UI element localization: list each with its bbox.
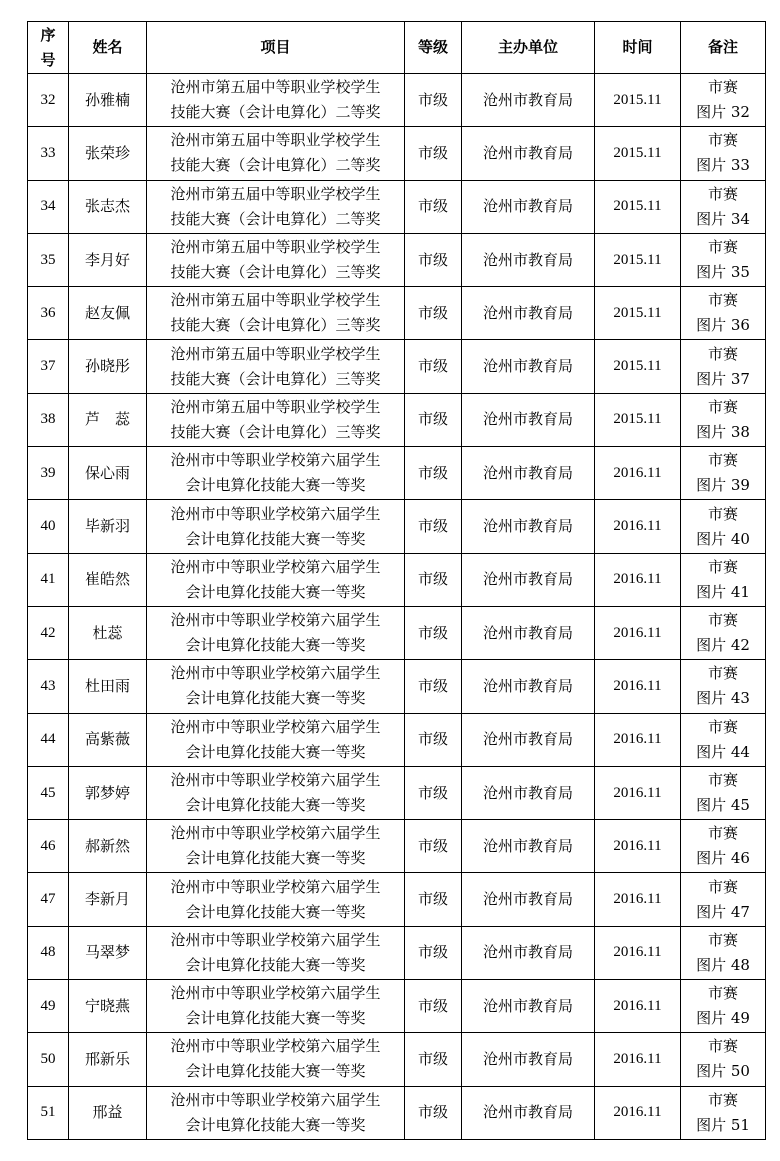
remark-line1: 市赛 xyxy=(707,664,738,683)
cell-remark xyxy=(681,74,766,127)
cell-name: 邢益 xyxy=(69,1086,147,1139)
remark-line1: 市赛 xyxy=(707,717,738,736)
cell-time: 2015.11 xyxy=(595,180,681,233)
cell-organizer: 沧州市教育局 xyxy=(462,713,595,766)
header-seq-line2: 号 xyxy=(40,50,56,69)
cell-remark xyxy=(681,233,766,286)
remark-line1: 市赛 xyxy=(707,930,738,949)
remark-line2: 图片 48 xyxy=(696,955,750,974)
remark-line2: 图片 37 xyxy=(696,369,750,388)
cell-project xyxy=(147,233,405,286)
cell-remark xyxy=(681,980,766,1033)
cell-time: 2016.11 xyxy=(595,820,681,873)
cell-seq: 44 xyxy=(28,713,69,766)
table-row xyxy=(28,74,766,127)
cell-remark xyxy=(681,127,766,180)
remark-line2: 图片 41 xyxy=(696,582,750,601)
table-row xyxy=(28,287,766,340)
remark-line2: 图片 40 xyxy=(696,529,750,548)
cell-organizer: 沧州市教育局 xyxy=(462,74,595,127)
remark-line2: 图片 49 xyxy=(696,1009,750,1028)
remark-line1: 市赛 xyxy=(707,344,738,363)
cell-level: 市级 xyxy=(405,766,462,819)
cell-project xyxy=(147,74,405,127)
project-line2: 会计电算化技能大赛一等奖 xyxy=(185,476,366,495)
table-row xyxy=(28,766,766,819)
cell-seq: 34 xyxy=(28,180,69,233)
cell-level: 市级 xyxy=(405,553,462,606)
cell-project xyxy=(147,660,405,713)
remark-line2: 图片 33 xyxy=(696,156,750,175)
cell-level: 市级 xyxy=(405,1086,462,1139)
project-line1: 沧州市中等职业学校第六届学生 xyxy=(170,1037,381,1056)
cell-organizer: 沧州市教育局 xyxy=(462,127,595,180)
cell-remark xyxy=(681,873,766,926)
cell-name: 杜蕊 xyxy=(69,606,147,659)
cell-level: 市级 xyxy=(405,660,462,713)
project-line1: 沧州市中等职业学校第六届学生 xyxy=(170,1090,381,1109)
cell-level: 市级 xyxy=(405,980,462,1033)
cell-remark xyxy=(681,340,766,393)
table-row xyxy=(28,1086,766,1139)
cell-seq: 32 xyxy=(28,74,69,127)
remark-line2: 图片 51 xyxy=(696,1115,750,1134)
remark-line2: 图片 42 xyxy=(696,636,750,655)
remark-line2: 图片 45 xyxy=(696,796,750,814)
project-line2: 会计电算化技能大赛一等奖 xyxy=(185,849,366,868)
project-line1: 沧州市第五届中等职业学校学生 xyxy=(170,344,381,363)
table-row xyxy=(28,713,766,766)
cell-project xyxy=(147,553,405,606)
cell-time: 2015.11 xyxy=(595,233,681,286)
cell-organizer: 沧州市教育局 xyxy=(462,553,595,606)
remark-line2: 图片 47 xyxy=(696,902,750,921)
project-line1: 沧州市第五届中等职业学校学生 xyxy=(170,397,381,416)
table-body xyxy=(28,74,766,1140)
header-level: 等级 xyxy=(405,22,462,74)
remark-line1: 市赛 xyxy=(707,877,738,896)
cell-seq: 41 xyxy=(28,553,69,606)
cell-time: 2015.11 xyxy=(595,127,681,180)
cell-project xyxy=(147,713,405,766)
cell-seq: 33 xyxy=(28,127,69,180)
project-line1: 沧州市中等职业学校第六届学生 xyxy=(170,930,381,949)
remark-line1: 市赛 xyxy=(707,397,738,416)
remark-line1: 市赛 xyxy=(707,504,738,523)
cell-name: 郝新然 xyxy=(69,820,147,873)
remark-line2: 图片 38 xyxy=(696,422,750,441)
cell-name: 张志杰 xyxy=(69,180,147,233)
cell-time: 2016.11 xyxy=(595,447,681,500)
table-row xyxy=(28,1033,766,1086)
table-row xyxy=(28,820,766,873)
cell-project xyxy=(147,180,405,233)
cell-project xyxy=(147,340,405,393)
table-row xyxy=(28,660,766,713)
cell-level: 市级 xyxy=(405,500,462,553)
cell-level: 市级 xyxy=(405,127,462,180)
cell-time: 2016.11 xyxy=(595,553,681,606)
cell-time: 2016.11 xyxy=(595,873,681,926)
cell-organizer: 沧州市教育局 xyxy=(462,500,595,553)
remark-line1: 市赛 xyxy=(707,984,738,1003)
cell-remark xyxy=(681,766,766,819)
cell-time: 2016.11 xyxy=(595,1086,681,1139)
project-line2: 会计电算化技能大赛一等奖 xyxy=(185,1062,366,1081)
cell-time: 2016.11 xyxy=(595,926,681,979)
remark-line1: 市赛 xyxy=(707,78,738,97)
cell-time: 2015.11 xyxy=(595,393,681,446)
cell-name: 芦 蕊 xyxy=(69,393,147,446)
cell-level: 市级 xyxy=(405,287,462,340)
cell-name: 毕新羽 xyxy=(69,500,147,553)
cell-name: 保心雨 xyxy=(69,447,147,500)
project-line2: 技能大赛（会计电算化）三等奖 xyxy=(170,316,381,335)
cell-time: 2015.11 xyxy=(595,74,681,127)
cell-project xyxy=(147,1086,405,1139)
cell-remark xyxy=(681,713,766,766)
table-row xyxy=(28,500,766,553)
cell-seq: 51 xyxy=(28,1086,69,1139)
cell-organizer: 沧州市教育局 xyxy=(462,393,595,446)
cell-name: 李月好 xyxy=(69,233,147,286)
cell-time: 2016.11 xyxy=(595,980,681,1033)
project-line2: 技能大赛（会计电算化）二等奖 xyxy=(170,209,381,228)
project-line2: 技能大赛（会计电算化）二等奖 xyxy=(170,103,381,122)
remark-line1: 市赛 xyxy=(707,291,738,310)
header-seq-line1: 序 xyxy=(40,25,56,44)
cell-organizer: 沧州市教育局 xyxy=(462,820,595,873)
remark-line2: 图片 36 xyxy=(696,316,750,335)
cell-name: 邢新乐 xyxy=(69,1033,147,1086)
cell-remark xyxy=(681,393,766,446)
awards-table xyxy=(27,21,766,1140)
cell-remark xyxy=(681,1086,766,1139)
cell-name: 赵友佩 xyxy=(69,287,147,340)
project-line2: 会计电算化技能大赛一等奖 xyxy=(185,529,366,548)
cell-time: 2016.11 xyxy=(595,713,681,766)
project-line1: 沧州市中等职业学校第六届学生 xyxy=(170,557,381,576)
cell-name: 郭梦婷 xyxy=(69,766,147,819)
remark-line1: 市赛 xyxy=(707,771,738,789)
remark-line1: 市赛 xyxy=(707,557,738,576)
project-line2: 会计电算化技能大赛一等奖 xyxy=(185,796,366,814)
remark-line1: 市赛 xyxy=(707,451,738,470)
remark-line2: 图片 34 xyxy=(696,209,750,228)
project-line2: 会计电算化技能大赛一等奖 xyxy=(185,636,366,655)
cell-seq: 42 xyxy=(28,606,69,659)
cell-project xyxy=(147,766,405,819)
cell-name: 孙晓彤 xyxy=(69,340,147,393)
header-project: 项目 xyxy=(147,22,405,74)
header-organizer: 主办单位 xyxy=(462,22,595,74)
cell-seq: 38 xyxy=(28,393,69,446)
cell-seq: 47 xyxy=(28,873,69,926)
cell-seq: 40 xyxy=(28,500,69,553)
cell-remark xyxy=(681,820,766,873)
remark-line2: 图片 46 xyxy=(696,849,750,868)
cell-name: 杜田雨 xyxy=(69,660,147,713)
cell-organizer: 沧州市教育局 xyxy=(462,926,595,979)
cell-project xyxy=(147,926,405,979)
remark-line2: 图片 39 xyxy=(696,476,750,495)
cell-project xyxy=(147,820,405,873)
cell-level: 市级 xyxy=(405,340,462,393)
remark-line1: 市赛 xyxy=(707,1090,738,1109)
cell-remark xyxy=(681,553,766,606)
remark-line1: 市赛 xyxy=(707,238,738,257)
cell-seq: 39 xyxy=(28,447,69,500)
cell-project xyxy=(147,127,405,180)
cell-level: 市级 xyxy=(405,393,462,446)
cell-name: 崔皓然 xyxy=(69,553,147,606)
project-line2: 会计电算化技能大赛一等奖 xyxy=(185,582,366,601)
project-line1: 沧州市第五届中等职业学校学生 xyxy=(170,78,381,97)
cell-name: 宁晓燕 xyxy=(69,980,147,1033)
cell-seq: 36 xyxy=(28,287,69,340)
cell-name: 马翠梦 xyxy=(69,926,147,979)
table-row xyxy=(28,926,766,979)
cell-organizer: 沧州市教育局 xyxy=(462,1086,595,1139)
cell-organizer: 沧州市教育局 xyxy=(462,1033,595,1086)
cell-project xyxy=(147,287,405,340)
table-row xyxy=(28,233,766,286)
project-line1: 沧州市中等职业学校第六届学生 xyxy=(170,771,381,789)
cell-level: 市级 xyxy=(405,74,462,127)
cell-remark xyxy=(681,1033,766,1086)
cell-project xyxy=(147,500,405,553)
remark-line2: 图片 50 xyxy=(696,1062,750,1081)
cell-organizer: 沧州市教育局 xyxy=(462,873,595,926)
remark-line1: 市赛 xyxy=(707,824,738,843)
project-line2: 会计电算化技能大赛一等奖 xyxy=(185,955,366,974)
header-remark: 备注 xyxy=(681,22,766,74)
table-row xyxy=(28,447,766,500)
cell-seq: 37 xyxy=(28,340,69,393)
cell-level: 市级 xyxy=(405,713,462,766)
cell-organizer: 沧州市教育局 xyxy=(462,606,595,659)
cell-project xyxy=(147,873,405,926)
table-row xyxy=(28,180,766,233)
project-line2: 会计电算化技能大赛一等奖 xyxy=(185,1115,366,1134)
cell-organizer: 沧州市教育局 xyxy=(462,660,595,713)
cell-organizer: 沧州市教育局 xyxy=(462,180,595,233)
cell-seq: 46 xyxy=(28,820,69,873)
cell-time: 2016.11 xyxy=(595,660,681,713)
cell-name: 孙雅楠 xyxy=(69,74,147,127)
cell-name: 张荣珍 xyxy=(69,127,147,180)
cell-time: 2016.11 xyxy=(595,606,681,659)
cell-organizer: 沧州市教育局 xyxy=(462,287,595,340)
cell-organizer: 沧州市教育局 xyxy=(462,447,595,500)
remark-line2: 图片 35 xyxy=(696,263,750,282)
remark-line2: 图片 43 xyxy=(696,689,750,708)
project-line1: 沧州市中等职业学校第六届学生 xyxy=(170,504,381,523)
remark-line1: 市赛 xyxy=(707,131,738,150)
project-line2: 会计电算化技能大赛一等奖 xyxy=(185,689,366,708)
cell-seq: 48 xyxy=(28,926,69,979)
header-name: 姓名 xyxy=(69,22,147,74)
cell-remark xyxy=(681,926,766,979)
table-row xyxy=(28,393,766,446)
table-header xyxy=(28,22,766,74)
project-line1: 沧州市中等职业学校第六届学生 xyxy=(170,611,381,630)
cell-organizer: 沧州市教育局 xyxy=(462,233,595,286)
cell-name: 高紫薇 xyxy=(69,713,147,766)
cell-level: 市级 xyxy=(405,873,462,926)
cell-seq: 49 xyxy=(28,980,69,1033)
header-time: 时间 xyxy=(595,22,681,74)
cell-remark xyxy=(681,447,766,500)
project-line1: 沧州市第五届中等职业学校学生 xyxy=(170,184,381,203)
cell-organizer: 沧州市教育局 xyxy=(462,980,595,1033)
table-row xyxy=(28,873,766,926)
cell-remark xyxy=(681,606,766,659)
cell-remark xyxy=(681,500,766,553)
cell-organizer: 沧州市教育局 xyxy=(462,766,595,819)
project-line1: 沧州市中等职业学校第六届学生 xyxy=(170,877,381,896)
cell-time: 2016.11 xyxy=(595,1033,681,1086)
cell-remark xyxy=(681,660,766,713)
remark-line1: 市赛 xyxy=(707,611,738,630)
project-line2: 技能大赛（会计电算化）二等奖 xyxy=(170,156,381,175)
project-line1: 沧州市中等职业学校第六届学生 xyxy=(170,717,381,736)
cell-time: 2015.11 xyxy=(595,340,681,393)
table-row xyxy=(28,127,766,180)
project-line1: 沧州市中等职业学校第六届学生 xyxy=(170,984,381,1003)
project-line1: 沧州市第五届中等职业学校学生 xyxy=(170,291,381,310)
cell-level: 市级 xyxy=(405,1033,462,1086)
header-row xyxy=(28,22,766,74)
table-row xyxy=(28,340,766,393)
cell-time: 2016.11 xyxy=(595,766,681,819)
project-line2: 技能大赛（会计电算化）三等奖 xyxy=(170,422,381,441)
cell-project xyxy=(147,606,405,659)
project-line1: 沧州市第五届中等职业学校学生 xyxy=(170,131,381,150)
cell-name: 李新月 xyxy=(69,873,147,926)
project-line2: 技能大赛（会计电算化）三等奖 xyxy=(170,369,381,388)
table-row xyxy=(28,553,766,606)
table-row xyxy=(28,606,766,659)
cell-level: 市级 xyxy=(405,606,462,659)
cell-project xyxy=(147,1033,405,1086)
cell-level: 市级 xyxy=(405,447,462,500)
project-line1: 沧州市中等职业学校第六届学生 xyxy=(170,824,381,843)
cell-remark xyxy=(681,287,766,340)
project-line1: 沧州市中等职业学校第六届学生 xyxy=(170,451,381,470)
cell-seq: 43 xyxy=(28,660,69,713)
cell-project xyxy=(147,447,405,500)
cell-level: 市级 xyxy=(405,820,462,873)
remark-line1: 市赛 xyxy=(707,1037,738,1056)
remark-line1: 市赛 xyxy=(707,184,738,203)
cell-level: 市级 xyxy=(405,233,462,286)
project-line2: 会计电算化技能大赛一等奖 xyxy=(185,902,366,921)
project-line1: 沧州市中等职业学校第六届学生 xyxy=(170,664,381,683)
cell-seq: 50 xyxy=(28,1033,69,1086)
cell-time: 2015.11 xyxy=(595,287,681,340)
cell-remark xyxy=(681,180,766,233)
remark-line2: 图片 32 xyxy=(696,103,750,122)
table-row xyxy=(28,980,766,1033)
cell-project xyxy=(147,393,405,446)
cell-project xyxy=(147,980,405,1033)
project-line2: 技能大赛（会计电算化）三等奖 xyxy=(170,263,381,282)
cell-organizer: 沧州市教育局 xyxy=(462,340,595,393)
cell-seq: 35 xyxy=(28,233,69,286)
project-line2: 会计电算化技能大赛一等奖 xyxy=(185,742,366,761)
header-seq xyxy=(28,22,69,74)
cell-level: 市级 xyxy=(405,180,462,233)
cell-level: 市级 xyxy=(405,926,462,979)
project-line2: 会计电算化技能大赛一等奖 xyxy=(185,1009,366,1028)
remark-line2: 图片 44 xyxy=(696,742,750,761)
cell-time: 2016.11 xyxy=(595,500,681,553)
cell-seq: 45 xyxy=(28,766,69,819)
project-line1: 沧州市第五届中等职业学校学生 xyxy=(170,238,381,257)
